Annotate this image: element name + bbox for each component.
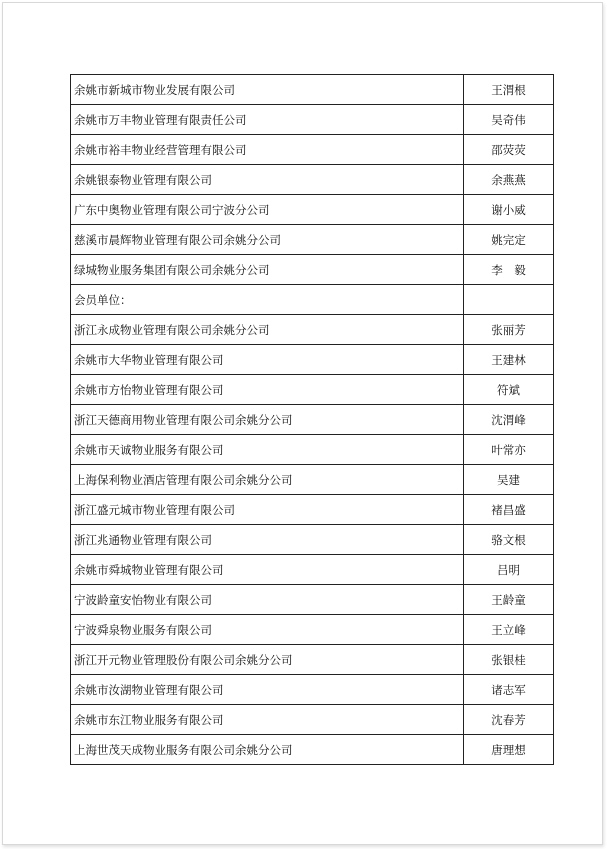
table-row [71, 315, 554, 345]
organization-cell: 慈溪市晨辉物业管理有限公司余姚分公司 [71, 225, 464, 255]
organization-cell: 浙江永成物业管理有限公司余姚分公司 [71, 315, 464, 345]
table-row [71, 465, 554, 495]
contact-person-cell: 李 毅 [464, 255, 554, 285]
organization-cell: 浙江开元物业管理股份有限公司余姚分公司 [71, 645, 464, 675]
contact-person-cell: 沈渭峰 [464, 405, 554, 435]
organization-cell: 上海世茂天成物业服务有限公司余姚分公司 [71, 735, 464, 765]
member-table [70, 74, 554, 765]
section-header-cell: 会员单位： [71, 285, 464, 315]
organization-cell: 余姚市裕丰物业经营管理有限公司 [71, 135, 464, 165]
organization-cell: 余姚市大华物业管理有限公司 [71, 345, 464, 375]
organization-cell: 上海保利物业酒店管理有限公司余姚分公司 [71, 465, 464, 495]
organization-cell: 广东中奥物业管理有限公司宁波分公司 [71, 195, 464, 225]
contact-person-cell [464, 285, 554, 315]
member-table-body [71, 75, 554, 765]
contact-person-cell: 余燕燕 [464, 165, 554, 195]
contact-person-cell: 骆文根 [464, 525, 554, 555]
contact-person-cell: 王建林 [464, 345, 554, 375]
organization-cell: 余姚市舜城物业管理有限公司 [71, 555, 464, 585]
organization-cell: 余姚市新城市物业发展有限公司 [71, 75, 464, 105]
table-row [71, 435, 554, 465]
table-row [71, 225, 554, 255]
contact-person-cell: 王渭根 [464, 75, 554, 105]
section-header-row [71, 285, 554, 315]
contact-person-cell: 张丽芳 [464, 315, 554, 345]
organization-cell: 浙江天德商用物业管理有限公司余姚分公司 [71, 405, 464, 435]
table-row [71, 165, 554, 195]
table-row [71, 75, 554, 105]
organization-cell: 余姚市天诚物业服务有限公司 [71, 435, 464, 465]
organization-cell: 余姚市东江物业服务有限公司 [71, 705, 464, 735]
contact-person-cell: 叶常亦 [464, 435, 554, 465]
organization-cell: 宁波龄童安怡物业有限公司 [71, 585, 464, 615]
table-row [71, 255, 554, 285]
table-row [71, 105, 554, 135]
table-row [71, 555, 554, 585]
organization-cell: 浙江兆通物业管理有限公司 [71, 525, 464, 555]
contact-person-cell: 王龄童 [464, 585, 554, 615]
contact-person-cell: 张银桂 [464, 645, 554, 675]
table-row [71, 135, 554, 165]
table-row [71, 345, 554, 375]
organization-cell: 余姚市万丰物业管理有限责任公司 [71, 105, 464, 135]
table-row [71, 375, 554, 405]
contact-person-cell: 姚完定 [464, 225, 554, 255]
organization-cell: 余姚市方怡物业管理有限公司 [71, 375, 464, 405]
organization-cell: 浙江盛元城市物业管理有限公司 [71, 495, 464, 525]
contact-person-cell: 王立峰 [464, 615, 554, 645]
contact-person-cell: 邵荧荧 [464, 135, 554, 165]
table-row [71, 405, 554, 435]
contact-person-cell: 诸志军 [464, 675, 554, 705]
table-row [71, 705, 554, 735]
table-row [71, 495, 554, 525]
table-row [71, 195, 554, 225]
table-row [71, 675, 554, 705]
contact-person-cell: 吕明 [464, 555, 554, 585]
table-row [71, 645, 554, 675]
table-row [71, 585, 554, 615]
organization-cell: 余姚市汝湖物业管理有限公司 [71, 675, 464, 705]
table-row [71, 615, 554, 645]
contact-person-cell: 沈春芳 [464, 705, 554, 735]
contact-person-cell: 吴建 [464, 465, 554, 495]
contact-person-cell: 符斌 [464, 375, 554, 405]
organization-cell: 余姚银泰物业管理有限公司 [71, 165, 464, 195]
contact-person-cell: 唐理想 [464, 735, 554, 765]
organization-cell: 绿城物业服务集团有限公司余姚分公司 [71, 255, 464, 285]
table-row [71, 525, 554, 555]
contact-person-cell: 谢小威 [464, 195, 554, 225]
table-row [71, 735, 554, 765]
contact-person-cell: 吴奇伟 [464, 105, 554, 135]
contact-person-cell: 褚昌盛 [464, 495, 554, 525]
organization-cell: 宁波舜泉物业服务有限公司 [71, 615, 464, 645]
